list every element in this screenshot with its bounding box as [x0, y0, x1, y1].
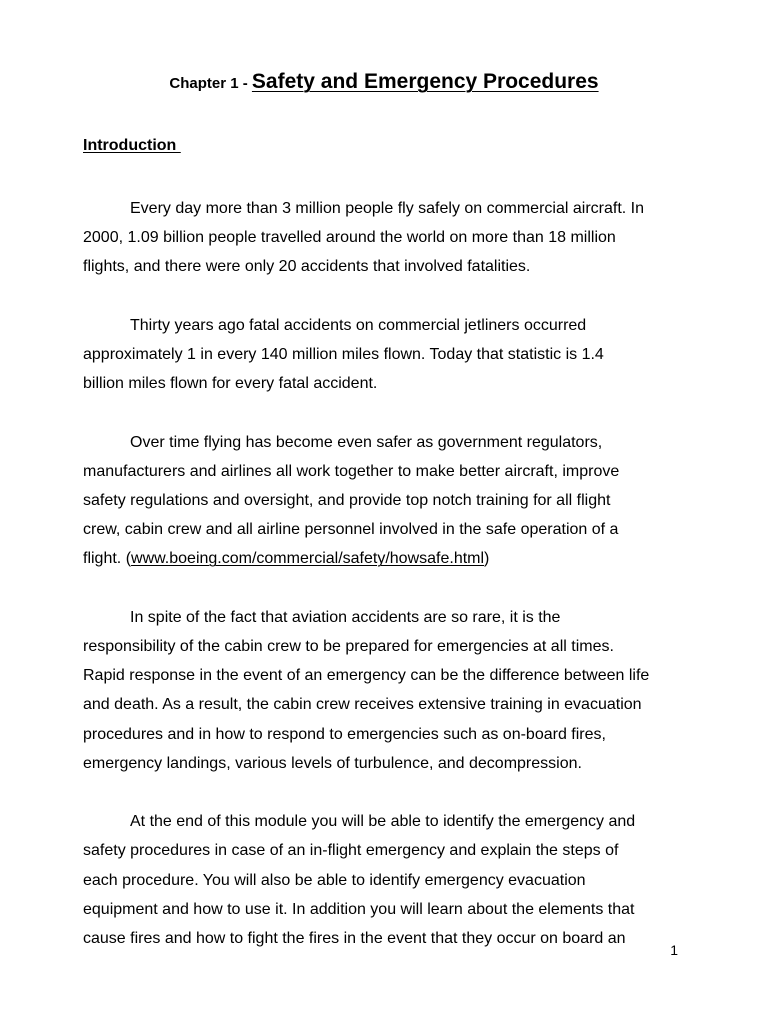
document-body [83, 194, 687, 982]
paragraph-3 [83, 428, 687, 574]
paragraph-line: manufacturers and airlines all work together to make better aircraft, improve [83, 462, 620, 480]
chapter-title-main: Safety and Emergency Procedures [251, 70, 599, 93]
link-prefix-text: flight. ( [83, 550, 132, 568]
paragraph-line-with-link [83, 544, 687, 573]
section-heading-introduction: Introduction [83, 137, 181, 154]
paragraph-5 [83, 807, 687, 953]
paragraph-line: At the end of this module you will be able to identify the emergency and [130, 813, 636, 831]
paragraph-line: equipment and how to use it. In addition you will learn about the elements that [83, 900, 635, 918]
paragraph-line: crew, cabin crew and all airline personnel involved in the safe operation of a [83, 521, 619, 539]
paragraph-line: approximately 1 in every 140 million miles flown. Today that statistic is 1.4 [83, 346, 604, 363]
paragraph-line: each procedure. You will also be able to identify emergency evacuation [83, 871, 586, 889]
paragraph-line: Rapid response in the event of an emergency can be the difference between life [83, 667, 650, 685]
paragraph-line: procedures and in how to respond to emergencies such as on-board fires, [83, 725, 606, 743]
paragraph-line: flights, and there were only 20 accidents that involved fatalities. [83, 258, 531, 276]
paragraph-line: and death. As a result, the cabin crew receives extensive training in evacuation [83, 696, 642, 714]
paragraph-1 [83, 194, 687, 282]
paragraph-line: Over time flying has become even safer as government regulators, [130, 433, 603, 451]
link-suffix-text: ) [484, 550, 490, 568]
paragraph-line: cause fires and how to fight the fires in the event that they occur on board an [83, 930, 626, 948]
paragraph-2 [83, 311, 687, 399]
paragraph-line: billion miles flown for every fatal accident. [83, 375, 378, 393]
paragraph-line: Every day more than 3 million people fly safely on commercial aircraft. In [130, 200, 644, 217]
chapter-title-prefix: Chapter 1 - [169, 75, 252, 92]
page-number: 1 [670, 942, 678, 958]
paragraph-line: safety procedures in case of an in-flight emergency and explain the steps of [83, 842, 619, 860]
paragraph-line: emergency landings, various levels of turbulence, and decompression. [83, 754, 582, 772]
paragraph-line: safety regulations and oversight, and provide top notch training for all flight [83, 492, 611, 509]
chapter-title [0, 70, 768, 94]
paragraph-4 [83, 603, 687, 778]
paragraph-line: Thirty years ago fatal accidents on commercial jetliners occurred [130, 316, 587, 334]
paragraph-line: In spite of the fact that aviation accidents are so rare, it is the [130, 608, 561, 626]
boeing-safety-link[interactable]: www.boeing.com/commercial/safety/howsafe.html [131, 550, 485, 568]
paragraph-line: 2000, 1.09 billion people travelled around the world on more than 18 million [83, 229, 616, 247]
paragraph-line: responsibility of the cabin crew to be prepared for emergencies at all times. [83, 638, 614, 655]
